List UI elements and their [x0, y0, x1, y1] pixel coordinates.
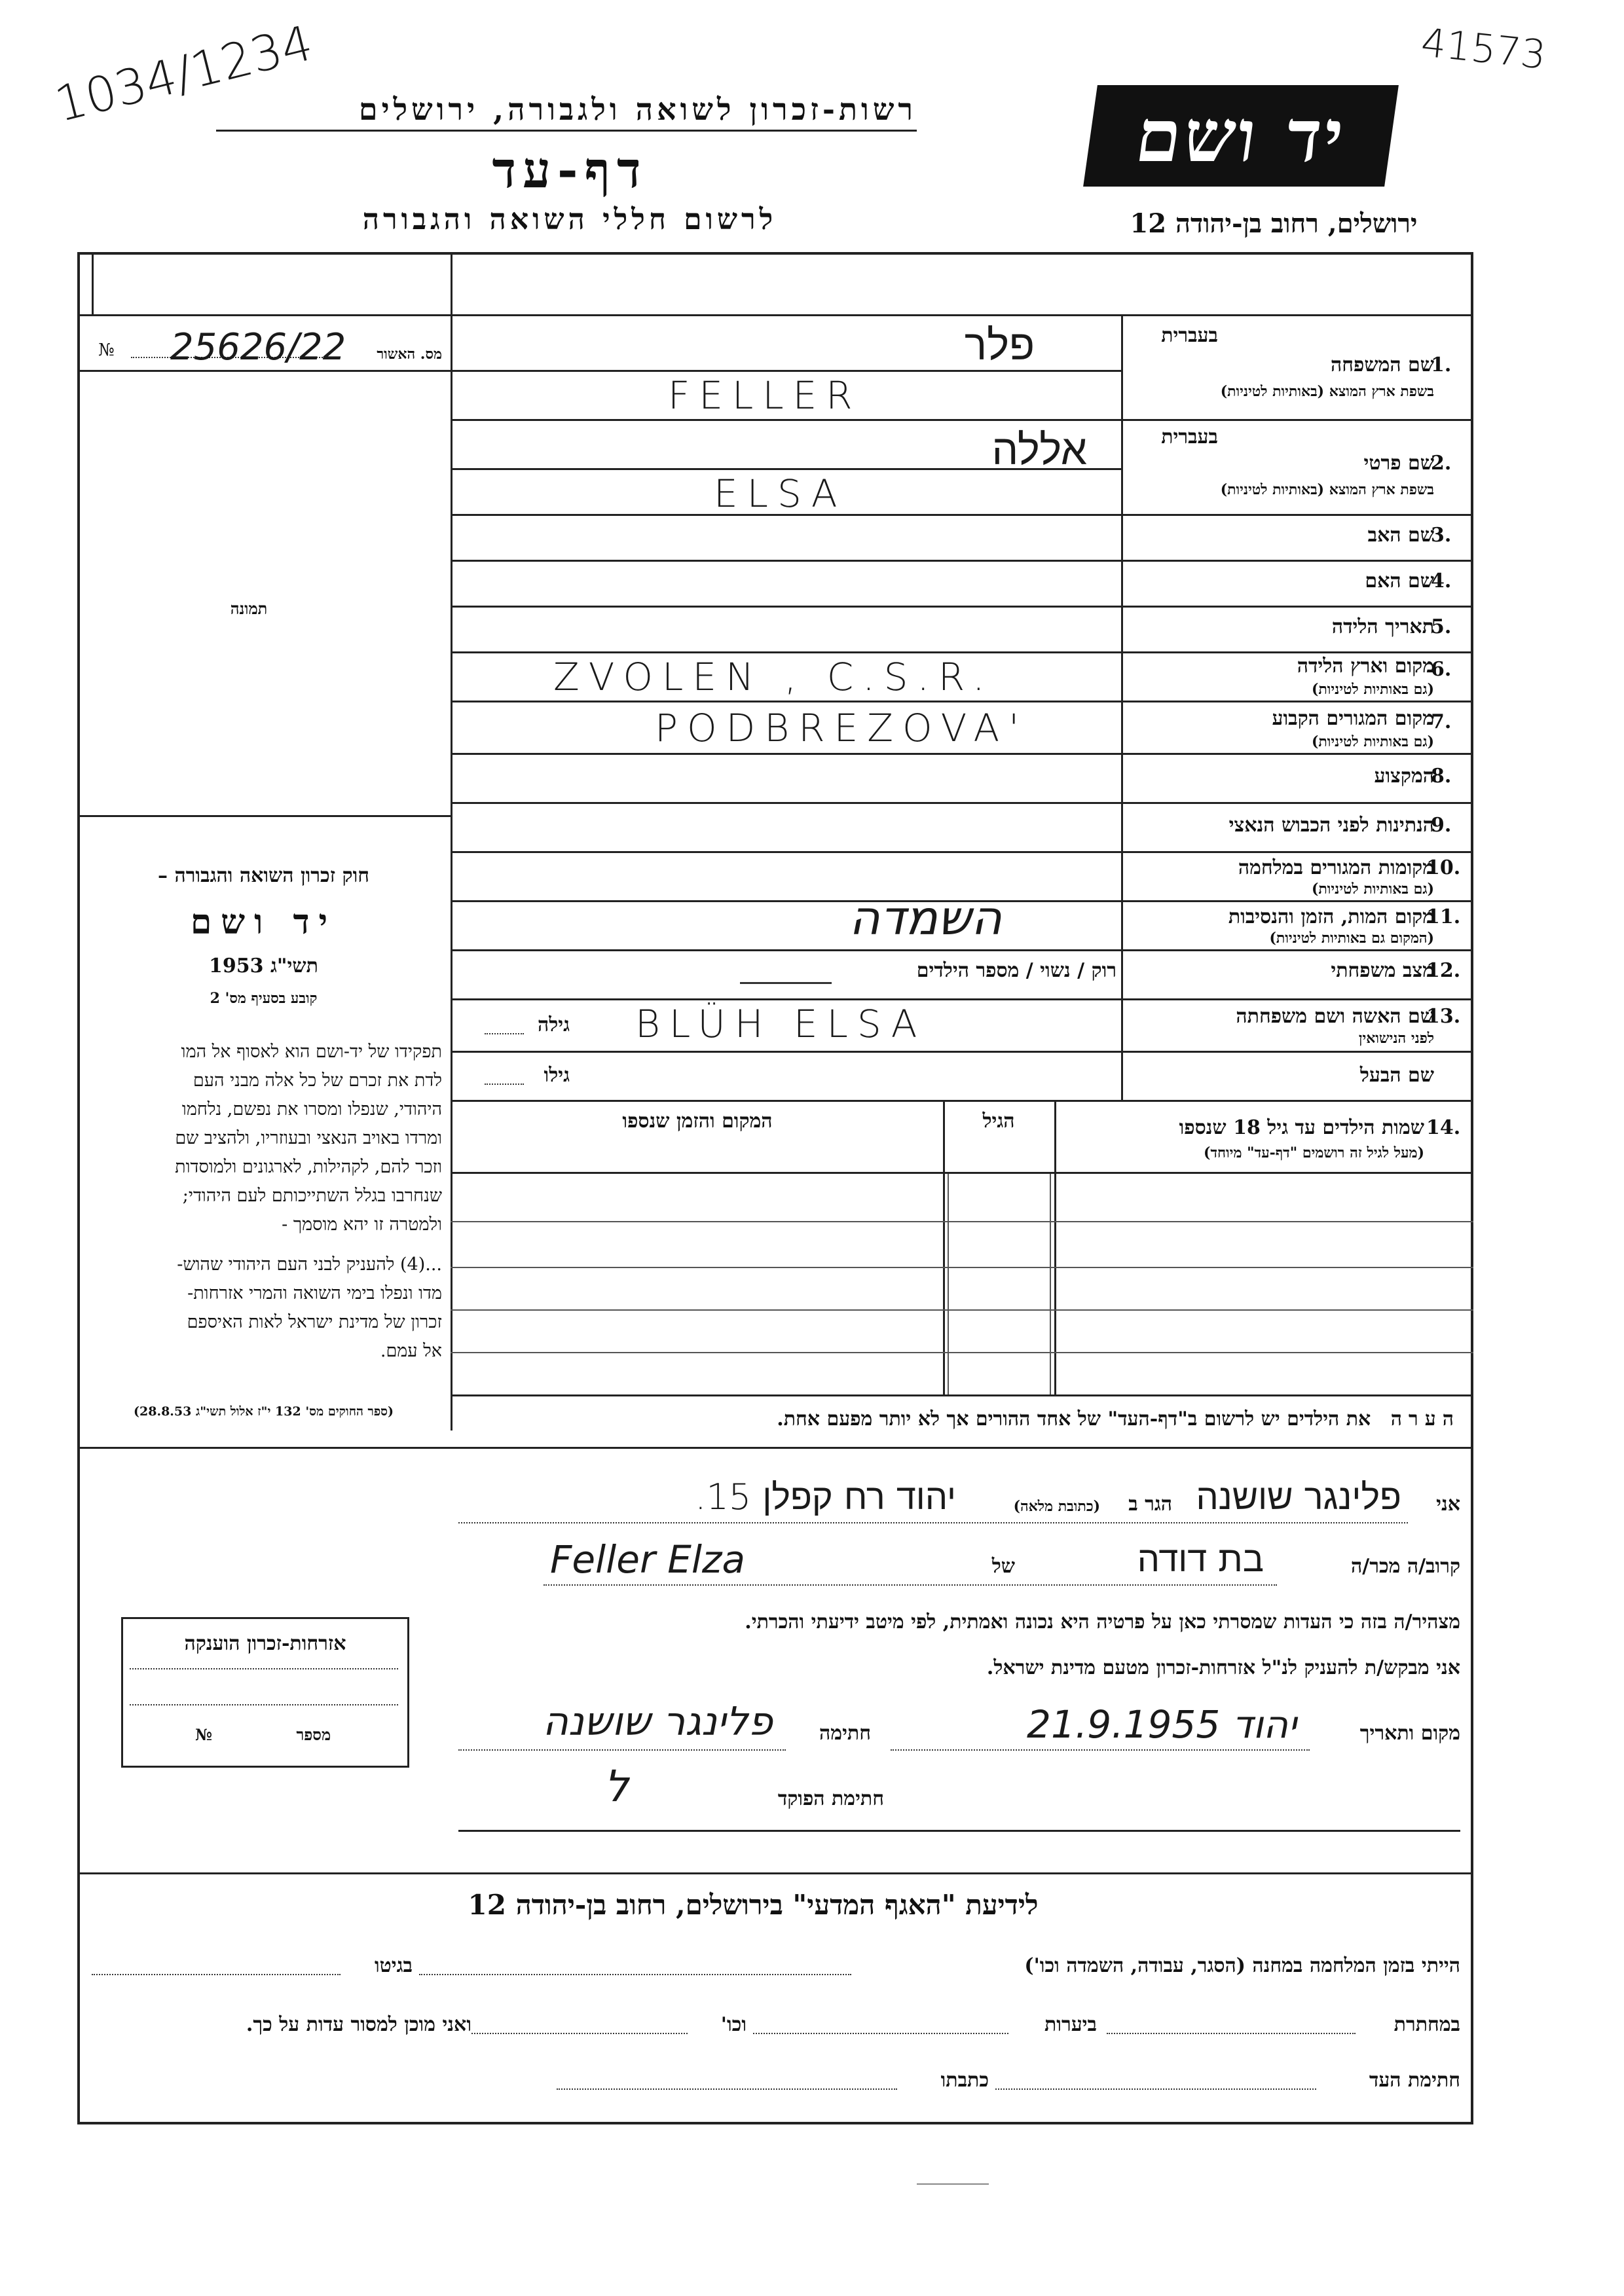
law-year-label: תשי"ג [270, 955, 318, 977]
field-11-value: השמדה [849, 890, 1002, 945]
label-column-divider [1121, 314, 1123, 1100]
field-1-hebrew-tag: בעברית [1161, 324, 1218, 347]
children-row-line [451, 1309, 1473, 1311]
law-line: וזכר להם, לקהילות, לארגונים ולמוסדות [175, 1157, 442, 1177]
field-2-label: שם פרטי [1363, 452, 1434, 475]
field-2-value: ELSA [714, 471, 847, 516]
footer-line2-d: ואני מוכן למסור עדות על כך. [246, 2013, 471, 2036]
photo-label: תמונה [230, 599, 268, 618]
row-line [451, 370, 1121, 372]
left-row-line [77, 815, 451, 817]
row-line [451, 606, 1473, 608]
law-line: אל עמם. [380, 1341, 442, 1361]
remark-row [79, 1408, 1460, 1430]
scan-mark [917, 2183, 989, 2185]
field-6-label: מקום וארץ הלידה [1297, 655, 1434, 678]
children-row-line [451, 1172, 1473, 1174]
left-column-divider [451, 252, 452, 1430]
margin-handwriting: 1034/1234 [49, 14, 319, 134]
field-11-sub: (המקום גם באותיות לטיניות) [1269, 930, 1434, 947]
citizenship-line [130, 1704, 398, 1705]
row-line [451, 851, 1473, 853]
archive-number: 41573 [1418, 20, 1549, 79]
footer-forest-line [753, 2033, 1008, 2034]
footer-underground-line [1107, 2033, 1356, 2034]
field-1-value: FELLER [668, 373, 862, 418]
field-7-number: 7. [1431, 710, 1452, 733]
official-signature-label: חתימת הפוקד [777, 1787, 884, 1810]
field-11-number: 11. [1426, 905, 1461, 928]
citizenship-title: אזרחות-זכרון הוענקה [184, 1632, 346, 1655]
row-line [451, 753, 1473, 755]
top-strip-line [77, 314, 1473, 316]
logo-address: ירושלים, רחוב בן-יהודה 12 [1130, 208, 1418, 239]
header-underline [216, 130, 917, 132]
law-year: 1953 [209, 955, 264, 977]
declaration-bottom-line [458, 1830, 1460, 1832]
row-line [451, 1051, 1473, 1053]
footer-address-line [557, 2088, 897, 2090]
place-date-line [891, 1749, 1310, 1751]
wife-age-dots [485, 1033, 524, 1034]
law-line: מדו ונפלו בימי השואה והמרי אזרחות- [187, 1283, 442, 1303]
field-6-value: ZVOLEN , C.S.R. [553, 655, 994, 699]
citizenship-line [130, 1668, 398, 1669]
law-line: ולמטרה זו יהא מוסמך - [282, 1214, 442, 1235]
field-10-number: 10. [1426, 856, 1461, 879]
law-reference: (ספר החוקים מס' 132 י"ז אלול תשי"ג 28.8.53) [134, 1404, 394, 1419]
statement-2: אני מבקש/ת להעניק לנ"ל אזרחות-זכרון מטעם מדינת ישראל. [986, 1656, 1460, 1679]
official-signature-value: ל [604, 1761, 629, 1812]
law-line: לדת את זכרם של כל אלה מבני העם [193, 1070, 442, 1091]
field-1-label: שם המשפחה [1330, 354, 1434, 376]
form-subtitle: לרשום חללי השואה והגבורה [362, 203, 777, 236]
children-row-line [451, 1221, 1473, 1222]
field-2-hebrew-value: אללה [991, 426, 1087, 475]
signature-label: חתימה [819, 1722, 871, 1745]
children-number: 14. [1426, 1116, 1461, 1139]
relation-value: בת דודה [1137, 1539, 1264, 1580]
citizenship-number-prefix: № [195, 1725, 213, 1744]
citizenship-number-row [130, 1725, 405, 1745]
footer-line1-a: הייתי בזמן המלחמה במחנה (הסגר, עבודה, השמדה וכו') [1024, 1954, 1460, 1977]
row-line [451, 802, 1473, 804]
field-12-number: 12. [1426, 959, 1461, 982]
field-13-value: BLÜH ELSA [635, 1002, 927, 1046]
field-6-number: 6. [1431, 658, 1452, 681]
relative-label: קרוב/ה מכר/ה [1351, 1555, 1460, 1578]
yad-vashem-logo: יד ושם [1083, 85, 1399, 187]
children-sub: (מעל לגיל זה רושמים "דף-עד" מיוחד) [1204, 1144, 1424, 1161]
children-age-divider [943, 1100, 945, 1394]
field-4-label: שם האם [1365, 570, 1434, 592]
law-line: שנחרבו בגלל השתייכותם לעם היהודי; [182, 1186, 442, 1206]
field-13-sub: לפני הנישואין [1358, 1030, 1434, 1047]
approval-label: מס. האשור [377, 346, 442, 363]
children-label: שמות הילדים עד גיל 18 שנספו [1179, 1116, 1424, 1139]
row-line [451, 701, 1473, 702]
declaration-resident-label: הגר ב [1128, 1493, 1172, 1516]
husband-age-label: גילו [544, 1064, 570, 1087]
footer-camp-line [419, 1974, 851, 1975]
footer-line3-b: כתבתו [940, 2069, 989, 2092]
field-2-number: 2. [1431, 452, 1452, 475]
declaration-i-label: אני [1436, 1493, 1460, 1516]
law-line: היהודי, שנפלו ומסרו את נפשם, נלחמו [181, 1099, 442, 1120]
field-13-label: שם האשה ושם משפחתה [1236, 1005, 1434, 1028]
footer-line3-a: חתימת העד [1369, 2069, 1460, 2092]
field-9-number: 9. [1431, 814, 1452, 837]
children-age-divider-inner [948, 1172, 949, 1394]
field-4-number: 4. [1431, 570, 1452, 592]
row-line [451, 651, 1473, 653]
remark-text: את הילדים יש לרשום ב"דף-העד" של אחד ההורים אך לא יותר מפעם אחת. [777, 1408, 1371, 1430]
footer-line2-c: וכו' [720, 2013, 747, 2036]
field-2-sub: בשפת ארץ המוצא (באותיות לטיניות) [1220, 481, 1434, 498]
field-9-label: הנתינות לפני הכבוש הנאצי [1228, 814, 1434, 837]
footer-etc-line [471, 2033, 688, 2034]
law-clause: קובע בסעיף מס' 2 [210, 990, 318, 1007]
declarant-address: יהוד רח קפלן 15. [695, 1476, 956, 1518]
footer-witness-signature-line [995, 2088, 1316, 2090]
law-title: חוק זכרון השואה והגבורה – [158, 864, 369, 887]
field-5-label: תאריך הלידה [1331, 615, 1434, 638]
footer-title: לידיעת "האגף המדעי" בירושלים, רחוב בן-יהודה 12 [468, 1889, 1039, 1921]
field-10-label: מקומות המגורים במלחמה [1238, 856, 1434, 879]
of-label: של [991, 1555, 1015, 1578]
law-name: יד ושם [190, 902, 337, 942]
field-1-number: 1. [1431, 354, 1452, 376]
children-row-line [451, 1352, 1473, 1353]
children-name-divider-inner [1050, 1172, 1051, 1394]
field-12-label: מצב משפחתי [1331, 959, 1434, 982]
field-8-label: המקצוע [1374, 765, 1434, 788]
approval-number: 25626/22 [170, 326, 346, 369]
field-11-label: מקום המות, הזמן והנסיבות [1228, 905, 1434, 928]
row-line [451, 419, 1473, 421]
law-text-1 [85, 1038, 442, 1239]
field-12-extra: רוק / נשוי / מספר הילדים [916, 959, 1116, 982]
footer-ghetto-line [92, 1974, 341, 1975]
law-text-2 [85, 1250, 442, 1366]
children-row-line [451, 1394, 1473, 1396]
children-count-line [740, 982, 832, 984]
deceased-name: Feller Elza [550, 1537, 745, 1582]
law-line: ומרדו באויב הנאצי ובעוזריו, ולהציב שם [175, 1128, 442, 1148]
footer-top-line [77, 1872, 1473, 1874]
remark-line [77, 1447, 1473, 1449]
top-strip-tick [92, 252, 94, 314]
field-7-sub: (גם באותיות לטיניות) [1311, 733, 1434, 750]
row-line [451, 949, 1473, 951]
husband-age-dots [485, 1084, 524, 1085]
footer-line2-a: במחתרת [1393, 2013, 1460, 2036]
remark-label: הערה [1390, 1408, 1460, 1430]
field-1-sub: בשפת ארץ המוצא (באותיות לטיניות) [1220, 383, 1434, 400]
field-7-value: PODBREZOVA' [655, 706, 1029, 750]
law-line: תפקידו של יד-ושם הוא לאסוף אל המו [181, 1042, 442, 1062]
field-3-label: שם האב [1367, 524, 1434, 547]
husband-label: שם הבעל [1359, 1064, 1434, 1087]
field-6-sub: (גם באותיות לטיניות) [1311, 681, 1434, 698]
signature-value: פלינגר שושנה [542, 1699, 773, 1745]
statement-1: מצהיר/ה בזה כי העדות שמסרתי כאן על פרטיה היא נכונה ואמתית, לפי מיטב ידיעתי והכרתי. [745, 1611, 1460, 1633]
field-1-hebrew-value: פלר [964, 321, 1035, 370]
row-line [451, 560, 1473, 562]
citizenship-number-label: מספר [296, 1725, 331, 1744]
footer-line1-b: בגיטו [374, 1954, 413, 1977]
field-5-number: 5. [1431, 615, 1452, 638]
row-line [451, 998, 1473, 1000]
children-age-header: הגיל [982, 1110, 1015, 1133]
row-line [451, 514, 1473, 516]
declaration-address-note: (כתובת מלאה) [1013, 1498, 1100, 1515]
row-line [451, 1100, 1473, 1102]
citizenship-box [121, 1617, 409, 1768]
declaration-line-1 [458, 1522, 1408, 1523]
form-title: דף-עד [492, 141, 648, 199]
children-row-line [451, 1267, 1473, 1268]
law-line: זכרון של מדינת ישראל לאות האיספם [187, 1312, 442, 1332]
footer-line2-b: ביערות [1044, 2013, 1097, 2036]
field-8-number: 8. [1431, 765, 1452, 788]
field-7-label: מקום המגורים הקבוע [1272, 707, 1434, 730]
left-row-line [77, 370, 451, 372]
organization-name: רשות-זכרון לשואה ולגבורה, ירושלים [358, 92, 917, 127]
field-13-number: 13. [1426, 1005, 1461, 1028]
place-date-label: מקום ותאריך [1359, 1722, 1460, 1745]
declaration-line-2 [544, 1584, 1277, 1586]
field-13-age-label: גילה [537, 1013, 570, 1036]
field-2-hebrew-tag: בעברית [1161, 426, 1218, 448]
field-10-sub: (גם באותיות לטיניות) [1311, 881, 1434, 898]
children-name-divider [1054, 1100, 1056, 1394]
children-place-header: המקום והזמן שנספו [622, 1110, 773, 1133]
signature-line [458, 1749, 786, 1751]
law-line: ...(4) להעניק לבני העם היהודי שהוש- [177, 1254, 442, 1275]
field-3-number: 3. [1431, 524, 1452, 547]
approval-prefix: № [98, 340, 115, 360]
law-year-row [85, 955, 442, 977]
place-date-value: יהוד 21.9.1955 [1027, 1702, 1297, 1747]
declarant-name: פלינגר שושנה [1196, 1476, 1401, 1518]
